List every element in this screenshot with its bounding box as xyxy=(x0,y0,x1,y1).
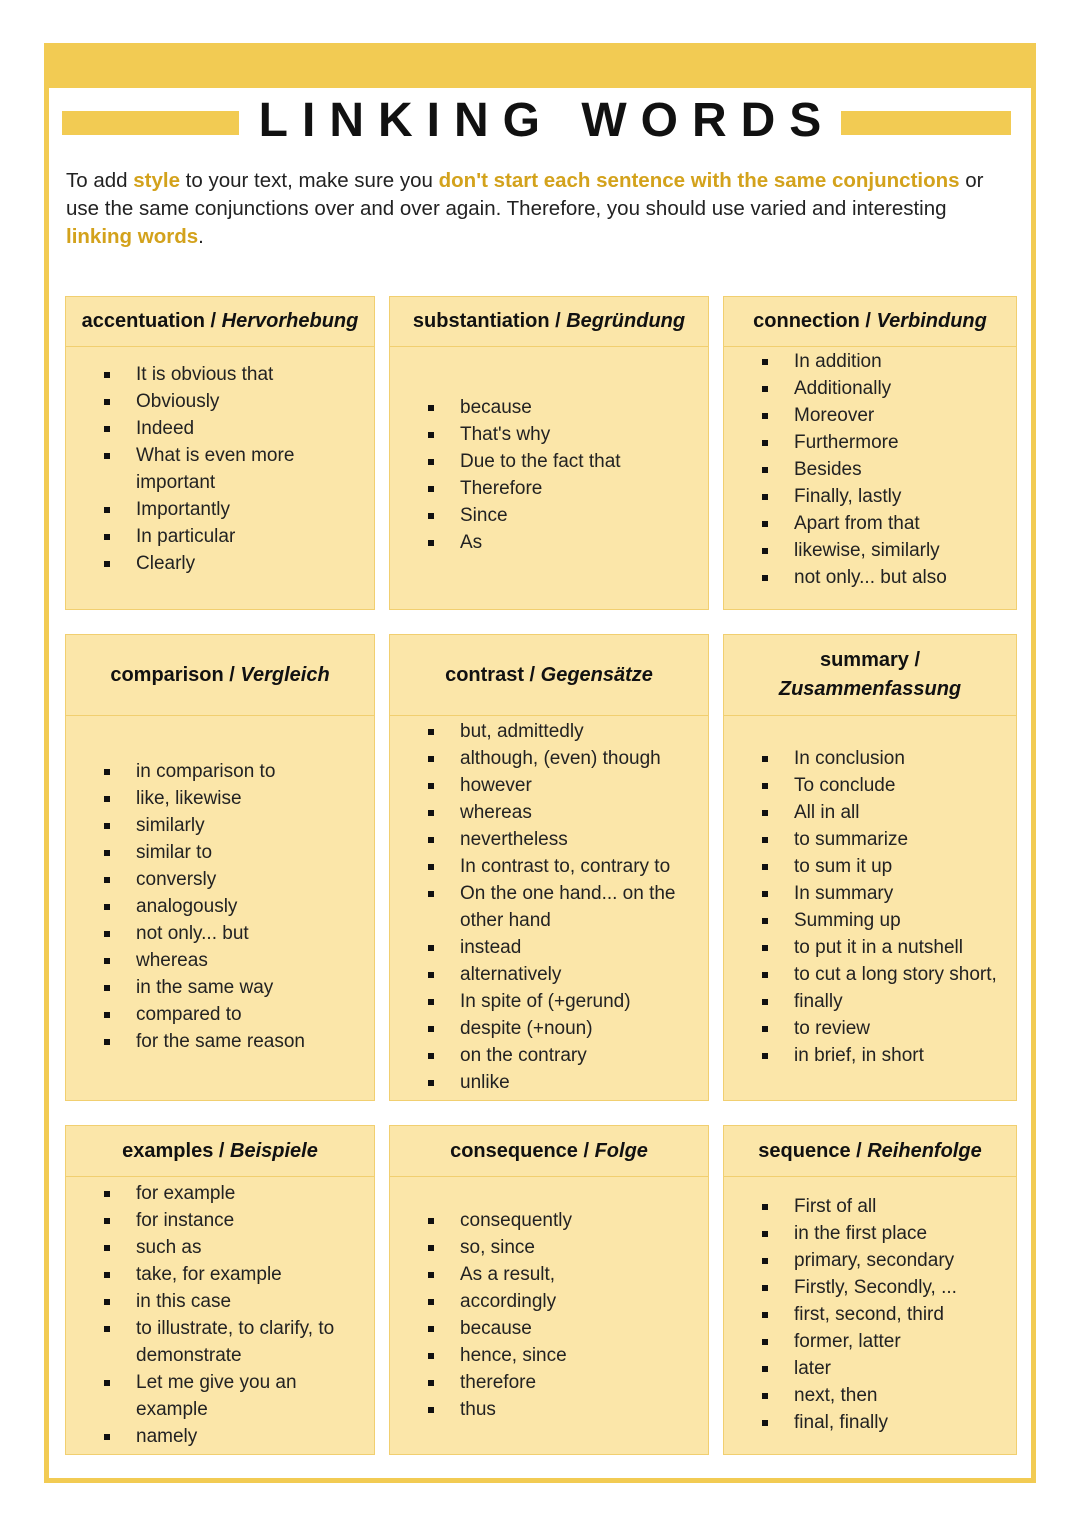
list-item: Firstly, Secondly, ... xyxy=(724,1274,1016,1301)
list-item: consequently xyxy=(390,1207,708,1234)
list-item: What is even more important xyxy=(66,442,374,496)
box-contrast xyxy=(389,634,709,1101)
list-item: unlike xyxy=(390,1069,708,1096)
word-list xyxy=(390,718,708,1096)
list-item: As xyxy=(390,529,708,556)
list-item: hence, since xyxy=(390,1342,708,1369)
list-item: therefore xyxy=(390,1369,708,1396)
box-accentuation xyxy=(65,296,375,610)
list-item: analogously xyxy=(66,893,374,920)
box-comparison xyxy=(65,634,375,1101)
list-item: On the one hand... on the other hand xyxy=(390,880,708,934)
list-item: First of all xyxy=(724,1193,1016,1220)
box-heading: examples / Beispiele xyxy=(66,1126,374,1177)
list-item: Let me give you an example xyxy=(66,1369,374,1423)
list-item: former, latter xyxy=(724,1328,1016,1355)
word-list xyxy=(724,1193,1016,1436)
list-item: Furthermore xyxy=(724,429,1016,456)
list-item: Due to the fact that xyxy=(390,448,708,475)
word-list xyxy=(66,1180,374,1450)
list-item: In addition xyxy=(724,348,1016,375)
list-item: whereas xyxy=(390,799,708,826)
list-item: to review xyxy=(724,1015,1016,1042)
list-item: Clearly xyxy=(66,550,374,577)
list-item: on the contrary xyxy=(390,1042,708,1069)
list-item: Additionally xyxy=(724,375,1016,402)
list-item: not only... but also xyxy=(724,564,1016,591)
word-list xyxy=(66,758,374,1055)
list-item: similar to xyxy=(66,839,374,866)
page-title: LINKING WORDS xyxy=(0,93,1080,148)
list-item: Finally, lastly xyxy=(724,483,1016,510)
list-item: so, since xyxy=(390,1234,708,1261)
list-item: It is obvious that xyxy=(66,361,374,388)
list-item: In contrast to, contrary to xyxy=(390,853,708,880)
list-item: because xyxy=(390,394,708,421)
box-heading: sequence / Reihenfolge xyxy=(724,1126,1016,1177)
list-item: not only... but xyxy=(66,920,374,947)
list-item: As a result, xyxy=(390,1261,708,1288)
list-item: nevertheless xyxy=(390,826,708,853)
box-heading: accentuation / Hervorhebung xyxy=(66,297,374,347)
list-item: such as xyxy=(66,1234,374,1261)
intro-highlight-style: style xyxy=(133,169,180,192)
list-item: because xyxy=(390,1315,708,1342)
list-item: although, (even) though xyxy=(390,745,708,772)
list-item: In summary xyxy=(724,880,1016,907)
list-item: instead xyxy=(390,934,708,961)
list-item: in comparison to xyxy=(66,758,374,785)
box-heading: substantiation / Begründung xyxy=(390,297,708,347)
list-item: to summarize xyxy=(724,826,1016,853)
list-item: namely xyxy=(66,1423,374,1450)
list-item: take, for example xyxy=(66,1261,374,1288)
box-heading: comparison / Vergleich xyxy=(66,635,374,716)
box-heading: summary / Zusammenfassung xyxy=(724,635,1016,716)
word-list xyxy=(724,348,1016,591)
list-item: final, finally xyxy=(724,1409,1016,1436)
list-item: but, admittedly xyxy=(390,718,708,745)
word-list xyxy=(390,394,708,556)
list-item: compared to xyxy=(66,1001,374,1028)
list-item: Obviously xyxy=(66,388,374,415)
list-item: In spite of (+gerund) xyxy=(390,988,708,1015)
list-item: to illustrate, to clarify, to demonstrate xyxy=(66,1315,374,1369)
list-item: in the first place xyxy=(724,1220,1016,1247)
box-examples xyxy=(65,1125,375,1455)
list-item: thus xyxy=(390,1396,708,1423)
list-item: to sum it up xyxy=(724,853,1016,880)
list-item: primary, secondary xyxy=(724,1247,1016,1274)
intro-highlight-conjunctions: don't start each sentence with the same conjunctions xyxy=(438,169,960,192)
list-item: for instance xyxy=(66,1207,374,1234)
list-item: like, likewise xyxy=(66,785,374,812)
list-item: similarly xyxy=(66,812,374,839)
list-item: to cut a long story short, xyxy=(724,961,1016,988)
box-summary xyxy=(723,634,1017,1101)
intro-highlight-linking-words: linking words xyxy=(66,225,199,248)
list-item: finally xyxy=(724,988,1016,1015)
list-item: whereas xyxy=(66,947,374,974)
intro-paragraph: To add style to your text, make sure you don't start each sentence with the same conjunctions or use the same conjunctions over and over again. Therefore, you should use varied and interesting linking words. xyxy=(66,169,984,248)
list-item: Apart from that xyxy=(724,510,1016,537)
list-item: despite (+noun) xyxy=(390,1015,708,1042)
box-connection xyxy=(723,296,1017,610)
list-item: to put it in a nutshell xyxy=(724,934,1016,961)
list-item: Since xyxy=(390,502,708,529)
list-item: In particular xyxy=(66,523,374,550)
list-item: later xyxy=(724,1355,1016,1382)
list-item: Indeed xyxy=(66,415,374,442)
word-list xyxy=(390,1207,708,1423)
list-item: for example xyxy=(66,1180,374,1207)
top-banner xyxy=(44,43,1036,88)
list-item: All in all xyxy=(724,799,1016,826)
list-item: in this case xyxy=(66,1288,374,1315)
box-sequence xyxy=(723,1125,1017,1455)
list-item: That's why xyxy=(390,421,708,448)
list-item: next, then xyxy=(724,1382,1016,1409)
list-item: Therefore xyxy=(390,475,708,502)
list-item: accordingly xyxy=(390,1288,708,1315)
list-item: Importantly xyxy=(66,496,374,523)
box-heading: consequence / Folge xyxy=(390,1126,708,1177)
list-item: Moreover xyxy=(724,402,1016,429)
list-item: Besides xyxy=(724,456,1016,483)
list-item: conversly xyxy=(66,866,374,893)
box-heading: contrast / Gegensätze xyxy=(390,635,708,716)
list-item: first, second, third xyxy=(724,1301,1016,1328)
list-item: To conclude xyxy=(724,772,1016,799)
word-list xyxy=(724,745,1016,1069)
box-consequence xyxy=(389,1125,709,1455)
box-heading: connection / Verbindung xyxy=(724,297,1016,347)
box-substantiation xyxy=(389,296,709,610)
list-item: in the same way xyxy=(66,974,374,1001)
list-item: alternatively xyxy=(390,961,708,988)
list-item: likewise, similarly xyxy=(724,537,1016,564)
list-item: Summing up xyxy=(724,907,1016,934)
list-item: in brief, in short xyxy=(724,1042,1016,1069)
list-item: In conclusion xyxy=(724,745,1016,772)
list-item: however xyxy=(390,772,708,799)
word-list xyxy=(66,361,374,577)
list-item: for the same reason xyxy=(66,1028,374,1055)
